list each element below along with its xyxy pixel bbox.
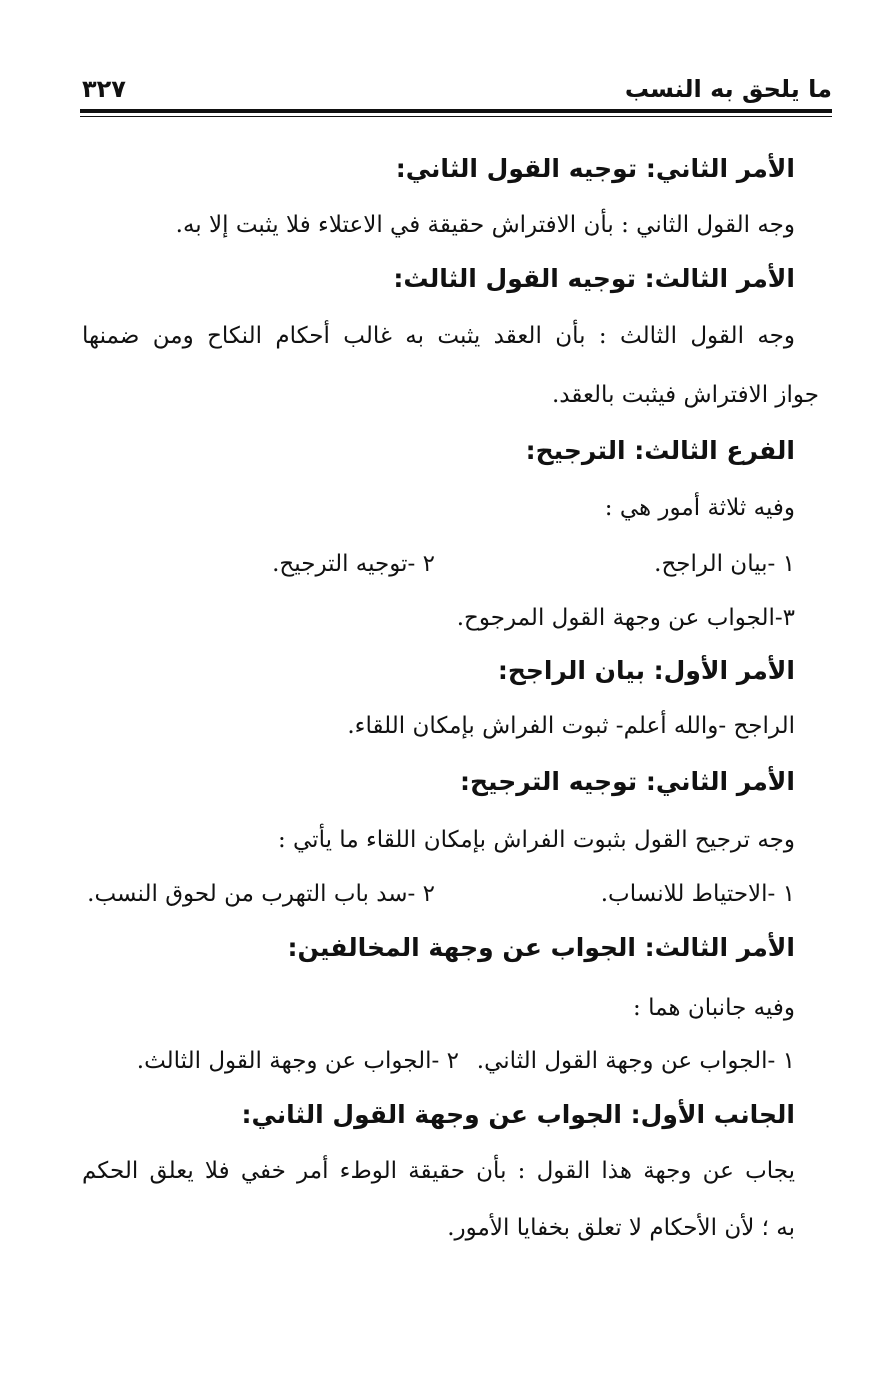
heading-first-aspect: الجانب الأول: الجواب عن وجهة القول الثاني: [241, 1100, 795, 1129]
list-item-closing-evasion: ٢ -سد باب التهرب من لحوق النسب. [87, 881, 435, 907]
heading-justification: الأمر الثاني: توجيه الترجيح: [460, 767, 795, 796]
list-item-precaution-lineage: ١ -الاحتياط للانساب. [600, 881, 795, 907]
heading-third-matter: الأمر الثالث: توجيه القول الثالث: [393, 264, 795, 293]
paragraph-preferred-view: الراجح -والله أعلم- ثبوت الفراش بإمكان اللقاء. [347, 713, 795, 739]
paragraph-third-view-line-2: جواز الافتراش فيثبت بالعقد. [551, 382, 819, 408]
paragraph-third-view-line-1: وجه القول الثالث : بأن العقد يثبت به غالب أحكام النكاح ومن ضمنها [82, 323, 795, 349]
heading-answer-opponents: الأمر الثالث: الجواب عن وجهة المخالفين: [287, 933, 795, 962]
heading-second-matter: الأمر الثاني: توجيه القول الثاني: [395, 154, 795, 183]
heading-third-branch: الفرع الثالث: الترجيح: [525, 436, 795, 465]
list-item-answer-third-view: ٢ -الجواب عن وجهة القول الثالث. [136, 1048, 459, 1074]
header-rule-thick [80, 109, 832, 113]
paragraph-answer-line-2: به ؛ لأن الأحكام لا تعلق بخفايا الأمور. [447, 1215, 795, 1241]
paragraph-two-aspects: وفيه جانبان هما : [633, 995, 795, 1021]
list-item-answer-outweighed: ٣-الجواب عن وجهة القول المرجوح. [456, 605, 795, 631]
heading-first-matter: الأمر الأول: بيان الراجح: [497, 656, 795, 685]
list-item-statement-of-preferred: ١ -بيان الراجح. [654, 551, 795, 577]
paragraph-answer-line-1: يجاب عن وجهة هذا القول : بأن حقيقة الوطء أمر خفي فلا يعلق الحكم [82, 1158, 795, 1184]
paragraph-three-matters: وفيه ثلاثة أمور هي : [604, 495, 795, 521]
header-title: ما يلحق به النسب [624, 75, 832, 103]
page-number: ٣٢٧ [82, 75, 126, 103]
running-header [80, 74, 832, 104]
paragraph-justification-reasons: وجه ترجيح القول بثبوت الفراش بإمكان اللقاء ما يأتي : [277, 827, 795, 853]
header-rule-thin [80, 116, 832, 117]
list-item-answer-second-view: ١ -الجواب عن وجهة القول الثاني. [476, 1048, 795, 1074]
list-item-justification: ٢ -توجيه الترجيح. [272, 551, 435, 577]
paragraph-second-view: وجه القول الثاني : بأن الافتراش حقيقة في الاعتلاء فلا يثبت إلا به. [175, 212, 795, 238]
